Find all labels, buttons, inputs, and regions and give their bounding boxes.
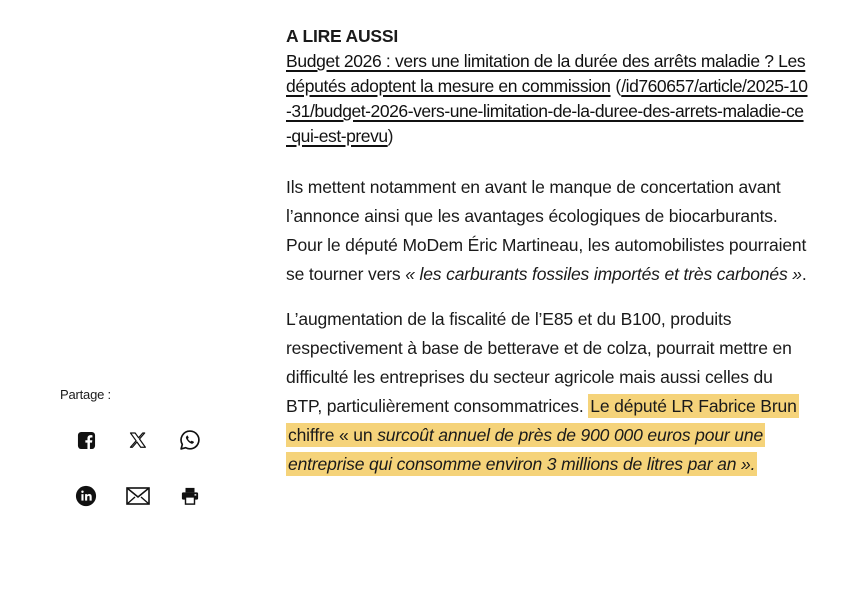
paragraph-end: . [801,264,807,284]
highlight-text: Le député LR Fabrice Brun chiffre « un [288,396,797,445]
linkedin-icon [75,485,97,507]
paragraph-quote: « les carburants fossiles importés et très carbonés » [405,264,802,284]
facebook-icon [77,431,96,450]
mail-icon [126,487,150,505]
print-icon [181,487,199,505]
x-icon [129,432,147,449]
article-paragraph [286,305,808,479]
share-whatsapp-button[interactable] [178,428,202,452]
share-print-button[interactable] [178,484,202,508]
read-also-url[interactable]: /id760657/article/2025-10-31/budget-2026-vers-une-limitation-de-la-duree-des-arrets-maladie-ce-qui-est-prevu [286,76,808,146]
read-also-title: A LIRE AUSSI [286,26,399,46]
share-facebook-button[interactable] [74,428,98,452]
share-email-button[interactable] [126,484,150,508]
read-also-box [286,24,808,149]
read-also-link[interactable]: Budget 2026 : vers une limitation de la durée des arrêts maladie ? Les députés adoptent la mesure en commission [286,51,806,96]
highlight-italic: surcoût annuel de près de 900 000 euros pour une entreprise qui consomme environ 3 millions de litres par an ». [288,425,764,474]
share-panel [60,386,220,404]
whatsapp-icon [179,429,201,451]
paragraph-text: Ils mettent notamment en avant le manque de concertation avant l’annonce ainsi que les avantages écologiques de biocarburants. Pour le député MoDem Éric Martineau, les automobilistes pourraient se tourner vers [286,177,807,284]
share-x-button[interactable] [126,428,150,452]
article-body [286,24,808,479]
share-linkedin-button[interactable] [74,484,98,508]
share-label: Partage : [60,387,111,402]
read-also-open-paren: ( [615,76,622,96]
article-paragraph [286,173,808,289]
paragraph-text: L’augmentation de la fiscalité de l’E85 et du B100, produits respectivement à base de betterave et de colza, pourrait mettre en difficulté les entreprises du secteur agricole mais aussi celles du BTP, particulièrement consommatrices. [286,309,792,416]
read-also-close-paren: ) [387,126,394,146]
